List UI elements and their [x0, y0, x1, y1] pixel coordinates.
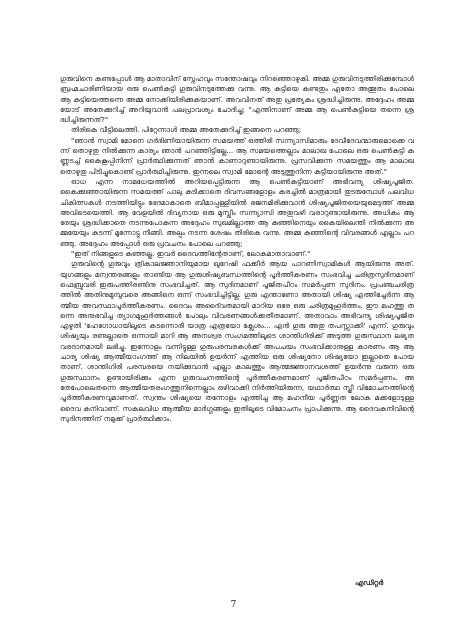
paragraph: ഓധ എന്ന നാമധേയത്തിൽ അറിയപ്പെട്ടിരുന്ന ആ പെൺകുട്ടിയാണ് അഭിവന്ദ്യ ശിഷ്യപൂജിത. കൈക്കുഞ്ഞായിരുന്ന സമയത്ത് പാലു കുടിക്കാതെ ദിവസങ്ങളോളം കരച്ചിൽ മാത്രമായി തുടരുമ്പോൾ പലവിധ ചികിത്സകൾ നടത്തിയിട്ടും ഭേദമാകാതെ ബീമാപ്പള്ളിയിൽ ഭജനമിരിക്കുവാൻ ശിഷ്യപൂജിതയെയുമെടുത്ത് അമ്മ അവിടെയെത്തി. ആ വേളയിൽ ദിവ്യനായ ഒരു മുസ്ലീം സന്ന്യാസി അതുവഴി വരാറുണ്ടായിരുന്നു. അധികം ആരേയും ശ്രദ്ധിക്കാതെ നടന്നുപോകുന്ന അദ്ദേഹം സുഖമില്ലാത്ത ആ കുഞ്ഞിനെയും കൈയിലെന്തി നിൽക്കുന്ന അമ്മയേയും കടന്ന് മൂന്നോട്ടു നീങ്ങി. അല്പം നടന്ന ശേഷം തിരികെ വന്നു. അമ്മ കുഞ്ഞിന്റെ വിവരങ്ങൾ എല്ലാം പറഞ്ഞു. അദ്ദേഹം അപ്പോൾ ഒരു പ്രവചനം പോലെ പറഞ്ഞു; — [60, 176, 414, 248]
paragraph: ഗുരുവിന്റെ ഗുരുവും ത്രികാലജ്ഞാനിയുമായ ഖുറേഷി ഫക്കീർ ആയ പാറണിസ്വാമികൾ ആയിരുന്നു അത്. യുഗങ്ങളും മന്വന്തരങ്ങളും താണ്ടിയ ആ ഗുരുശിഷ്യബന്ധത്തിന്റെ പൂർത്തീകരണം സംഭവിച്ച ചരിത്രസുദിനമാണ് ഫെബ്രുവരി ഇരുപത്തിരണ്ടിനു സംഭവിച്ചത്. ആ സുദിനമാണ് പൂജിതപീഠം സമർപ്പണ സുദിനം. പ്രപഞ്ചചരിത്രത്തിൽ അതിനുമുമ്പുവരെ അങ്ങിനെ ഒന്ന് സംഭവിച്ചിട്ടില്ല. ഗുരു എന്താണോ അതായി ശിഷ്യ എത്തിച്ചേർന്ന ആത്മീയ അവസ്ഥാപൂർത്തീകരണം. ദൈവം അദൈ്വതമായി മാറിയ ഒരേ ഒരു ചരിത്രമുഹൂർത്തം. ഈ മഹത്തു തന്നെ അനുഭവിച്ച ത്യാഗമുഹൂർത്തങ്ങൾ പോലും വിവരണങ്ങൾക്കതീതമാണ്. അതാവാം അഭിവന്ദ്യ ശിഷ്യപൂജിത എഴുതി 'ഹേഗോധായിലൂടെ കടന്നൊരീ യാത്ര എത്രയോ ക്ലേശം... എൻ ഗുരു അതു തപസ്സാക്കി' എന്ന്. ഗുരുവും ശിഷ്യയും രണ്ടല്ലാതെ ഒന്നായി മാറി ആ അനശ്വര സംഗമത്തിലൂടെ ശാന്തിഗിരിക്ക് അടുത്ത ഗുരുസ്ഥാന ലഭ്യത വരദാനമായി ലഭിച്ചു. ഇന്നോളം വന്നിട്ടുള്ള ഗുരുപരമ്പരകൾക്ക് അപചയം സംഭവിക്കാനുള്ള കാരണം ആ ആചാര്യ ശിഷ്യ ആത്മീയാംഗത്ത് ആ നിലയിൽ ഉയർന്ന് എത്തിയ ഒരു ശിഷ്യനോ ശിഷ്യയോ ഇല്ലാതെ പോയതാണ്. ശാന്തിഗിരി പരമ്പരയെ നയിക്കുവാൻ എല്ലാ കാലത്തും ആത്മജ്ഞാനവശത്ത് ഉയർന്നു വരുന്ന ഒരു ഗുരുസ്ഥാനം ഉണ്ടായിരിക്കും എന്ന ഗുരുവചനത്തിന്റെ പൂർത്തീകരണമാണ് പൂജിതപീഠം സമർപ്പണം. അതേപോലെതന്നെ ആത്മീയതരംഗത്തുനിന്നെല്ലാം ഒഴിവാക്കി നിർത്തിയിരുന്ന, യഥാർത്ഥ സ്ത്രീ വിമോചനത്തിന്റെ പൂർത്തീകരണവുമാണത്. സ്വന്തം ശിഷ്യയെ തന്നോളം എത്തിച്ച ആ മഹനീയ പൂർണ്ണത ലോക മക്കളോടുള്ള ദൈവ കനിവാണ്. സകലവിധ ആത്മീയ മാർഗ്ഗങ്ങളും ഇതിലൂടെ വിമോചനം പ്രാപിക്കുന്നു. ആ ദൈവകനിവിന്റെ സുദിനത്തിന് നമുക്ക് പ്രാർത്ഥിക്കാം. — [60, 259, 414, 423]
paragraph: "ഇത് നിങ്ങളുടെ കുഞ്ഞല്ല. ഇവർ ദൈവത്തിന്റേതാണ്, ലോകമാതാവാണ്." — [71, 249, 311, 259]
paragraph: ഗുരുവിനെ കണ്ടപ്പോൾ ആ മാതാവിന് സ്നേഹവും സന്തോഷവും നിറഞ്ഞൊഴുകി. അമ്മ ഗുരുവിനടുത്തിരിക്കുമ്പോൾ ബ്രഹ്മചാരിണിയായ ഒരു പെൺകുട്ടി ഗുരുവിനടുത്തേക്കു വന്നു. ആ കുട്ടിയെ കണ്ടതും ഏതോ അത്ഭുതം പോലെ ആ കുട്ടിയെത്തന്നെ അമ്മ നോക്കിയിരിക്കുകയാണ്. അവവിനത് അതു പ്രത്യേകം ശ്രദ്ധിച്ചിരുന്നു. അദ്ദേഹം അമ്മയോട് അതേക്കുറിച്ച് അറിയുവാൻ പലപ്രാവശ്യം ചോദിച്ചു; "എന്തിനാണ് അമ്മ ആ പെൺകുട്ടിയെ തന്നെ ശ്രദ്ധിച്ചിരുന്നത്?" — [60, 74, 415, 125]
editor-signature: എഡിറ്റർ — [355, 579, 384, 587]
article-body — [60, 74, 414, 424]
paragraph: തിരികെ വീട്ടിലെത്തി. പിറ്റേന്നാൾ അമ്മ അതേക്കുറിച്ച് ഇങ്ങനെ പറഞ്ഞു; — [71, 125, 302, 135]
page-number: 7 — [230, 600, 237, 610]
paragraph: "ഞാൻ സ്വാമി മോനെ ഗർഭിണിയായിരുന്ന സമയത്ത് ഒത്തിരി സന്ന്യാസിമാരും ദേവീദേവന്മാരുമൊക്കെ വന്ന് തൊഴുതു നിൽക്കുന്ന കാര്യം ഞാൻ പറഞ്ഞിട്ടില്ലേ... ആ സമയത്തെല്ലാം മാലാഖ പോലെ ഒരു പെൺകുട്ടി കണ്ണടച്ച് കൈകൂപ്പിനിന്ന് പ്രാർത്ഥിക്കുന്നത് ഞാൻ കാണാറുണ്ടായിരുന്നു. പ്രസവിക്കുന്ന സമയത്തും ആ മാലാഖ തൊഴുതു പിടിച്ചുകൊണ്ട് പ്രാർത്ഥിച്ചിരുന്നു. ഇന്നലെ സ്വാമി മോന്റെ അടുത്തുനിന്ന കുട്ടിയായിരുന്നു അത്." — [60, 135, 414, 176]
